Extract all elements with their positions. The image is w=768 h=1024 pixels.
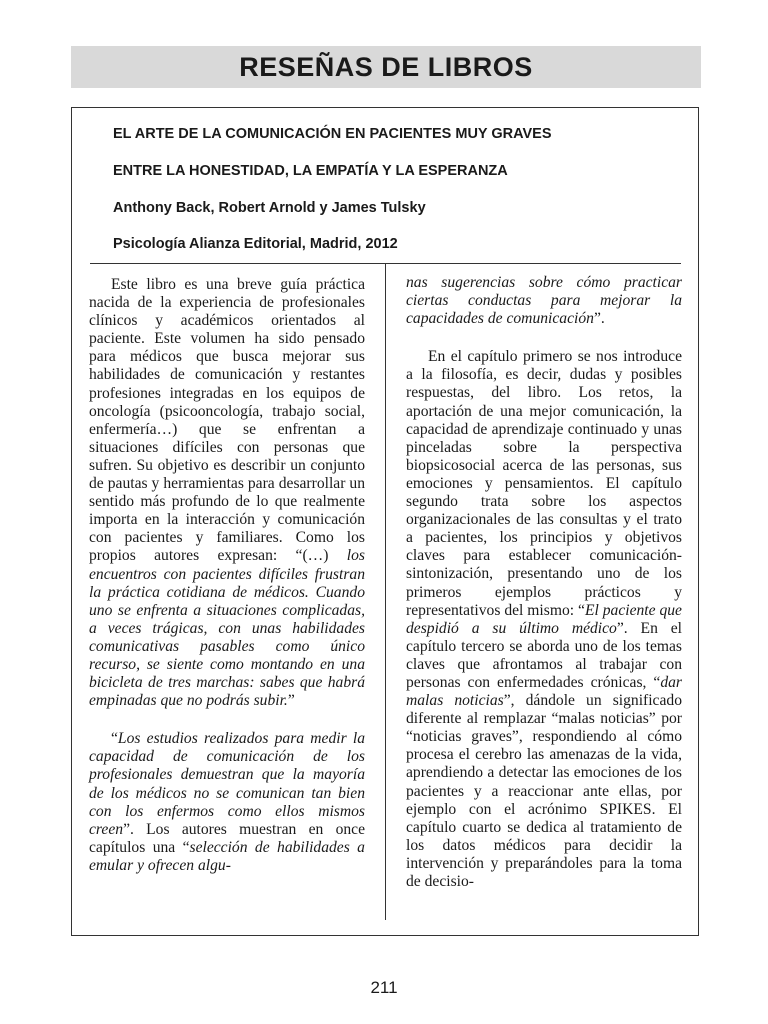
section-banner: [71, 46, 701, 88]
right-p2-quote-2: dar malas noticias: [406, 673, 682, 710]
left-p1-quote: los encuentros con pacientes difíciles frustran la práctica cotidiana de médicos. Cuando uno se enfrenta a situaciones complicadas, a veces trágicas, con unas habilidades comunicativas pasables como único recurso, se siente como montando en una bicicleta de tres marchas: sabes que habrá empinadas que no podrás subir.: [89, 547, 365, 710]
right-p1-end: ”.: [593, 310, 605, 328]
left-column: [89, 276, 365, 875]
right-paragraph-1: [406, 274, 682, 328]
book-authors: Anthony Back, Robert Arnold y James Tulsky: [113, 200, 426, 216]
right-paragraph-2: [406, 348, 682, 891]
left-p2-quote: Los estudios realizados para medir la capacidad de comunicación de los profesionales demuestran que la mayoría de los médicos no se comunican tan bien con los enfermos como ellos mismos creen: [89, 730, 365, 838]
left-p1-end: ”: [287, 692, 295, 710]
left-p2-quote-2: selección de habilidades a emular y ofrecen algu-: [89, 838, 365, 874]
left-p1-text: Este libro es una breve guía práctica nacida de la experiencia de profesionales clínicos y académicos orientados al paciente. Este volumen ha sido pensado para médicos que busca mejorar sus habilidades de comunicación y restantes profesiones integradas en los equipos de oncología (psicooncología, trabajo social, enfermería…) que se enfrentan a situaciones difíciles con personas que sufren. Su objetivo es describir un conjunto de pautas y herramientas para desarrollar un sentido más profundo de lo que realmente importa en la interacción y comunicación con pacientes y familiares. Como los propios autores expresan: “(…): [89, 276, 365, 565]
page-number: 211: [370, 978, 398, 997]
right-p2-text-1: En el capítulo primero se nos introduce a la filosofía, es decir, dudas y posibles respuestas, del libro. Los retos, la aportación de una mejor comunicación, la capacidad de aprendizaje continuado y unas pinceladas sobre la perspectiva biopsicosocial acerca de las personas, sus emociones y pensamientos. El capítulo segundo trata sobre los aspectos organizacionales de las consultas y el trato a pacientes, los principios y objetivos claves para establecer comunicación-sintonización, presentando uno de los primeros ejemplos prácticos y representativos del mismo: “: [406, 348, 682, 619]
right-p2-text-3: ”, dándole un significado diferente al remplazar “malas noticias” por “noticias graves”, respondiendo al cómo procesa el cerebro las amenazas de la vida, aprendiendo a detectar las emociones de los pacientes y a reaccionar ante ellas, por ejemplo con el acrónimo SPIKES. El capítulo cuarto se dedica al tratamiento de los datos médicos para decidir la intervención y preparándoles para la toma de decisio-: [406, 692, 682, 890]
right-p2-quote-1: El paciente que despidió a su último médico: [406, 601, 682, 637]
right-column: [406, 274, 682, 891]
left-p2-text: ”. Los autores muestran en once capítulos una “: [89, 820, 365, 856]
book-title-line-2: ENTRE LA HONESTIDAD, LA EMPATÍA Y LA ESPERANZA: [113, 163, 508, 179]
column-divider: [385, 263, 386, 920]
left-paragraph-2: [89, 730, 365, 875]
book-publisher: Psicología Alianza Editorial, Madrid, 2012: [113, 236, 398, 252]
left-p2-quote-open: “: [111, 730, 118, 748]
left-paragraph-1: [89, 276, 365, 710]
right-p2-text-2: ”. En el capítulo tercero se aborda uno de los temas claves que afrontamos al trabajar con personas con enfermedades crónicas, “: [406, 619, 682, 691]
section-title: RESEÑAS DE LIBROS: [239, 51, 533, 82]
book-title-line-1: EL ARTE DE LA COMUNICACIÓN EN PACIENTES MUY GRAVES: [113, 126, 552, 142]
right-p1-quote: nas sugerencias sobre cómo practicar ciertas conductas para mejorar la capacidades de comunicación: [406, 274, 682, 328]
